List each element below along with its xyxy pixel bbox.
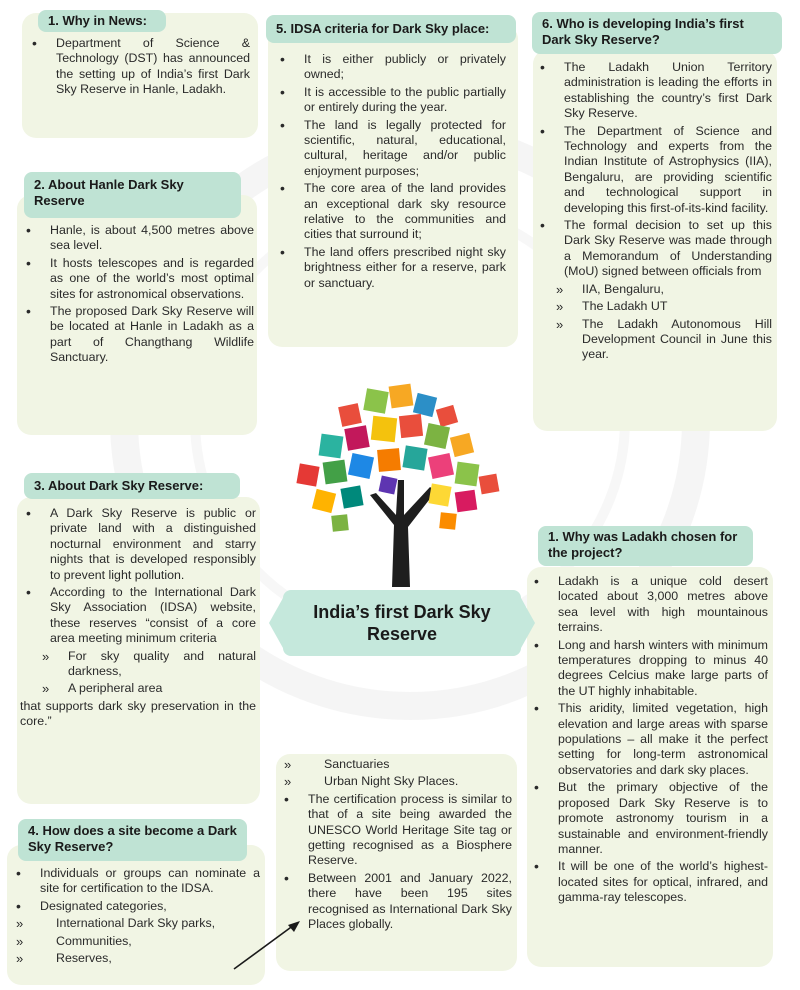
sub-list-item: » International Dark Sky parks, <box>10 916 260 931</box>
content-continued <box>278 757 512 934</box>
sub-list-item: » Reserves, <box>10 951 260 966</box>
list-item: • The certification process is similar to that of a site being awarded the UNESCO World Heritage Site tag or getting recognised as a Biosphere Reserve. <box>278 792 512 869</box>
list-item: • A Dark Sky Reserve is public or private land with a distinguished nocturnal environment and starry nights that is developed responsibly to prevent light pollution. <box>20 506 256 583</box>
list-item: • Individuals or groups can nominate a site for certification to the IDSA. <box>10 866 260 897</box>
sub-list-item: » Communities, <box>10 934 260 949</box>
header-about-hanle: 2. About Hanle Dark Sky Reserve <box>24 172 241 218</box>
list-item: • The land offers prescribed night sky brightness either for a reserve, park or sanctuary. <box>274 245 506 291</box>
list-item: • Between 2001 and January 2022, there have been 195 sites recognised as International Dark Sky Places globally. <box>278 871 512 933</box>
list-item: • But the primary objective of the proposed Dark Sky Reserve is to promote astronomy tourism in a sustainable and environment-friendly manner. <box>528 780 768 857</box>
list-item: • The Department of Science and Technology and experts from the Indian Institute of Astrophysics (IIA), Bengaluru, are providing scientific and technological support in developing this first-of-its-kind facility. <box>534 124 772 216</box>
list-item: • It is accessible to the public partially or entirely during the year. <box>274 85 506 116</box>
list-item: • Long and harsh winters with minimum temperatures dropping to minus 40 degrees Celcius make large parts of the UT highly inhabitable. <box>528 638 768 700</box>
header-why-in-news: 1. Why in News: <box>38 10 166 32</box>
tree-illustration <box>280 365 520 590</box>
list-item: • The Ladakh Union Territory administration is leading the efforts in establishing the country’s first Dark Sky Reserve. <box>534 60 772 122</box>
header-why-ladakh: 1. Why was Ladakh chosen for the project? <box>538 526 753 566</box>
list-tail-text: that supports dark sky preservation in the core.” <box>20 698 256 729</box>
sub-list-item: » For sky quality and natural darkness, <box>20 649 256 680</box>
header-about-reserve: 3. About Dark Sky Reserve: <box>24 473 240 499</box>
sub-list-item: » The Ladakh Autonomous Hill Development Council in June this year. <box>534 317 772 363</box>
list-item: • Hanle, is about 4,500 metres above sea level. <box>20 223 254 254</box>
sub-list-item: » A peripheral area <box>20 681 256 696</box>
list-item: • It hosts telescopes and is regarded as one of the world’s most optimal sites for astronomical observations. <box>20 256 254 302</box>
list-item: • Ladakh is a unique cold desert located about 3,000 metres above sea level with high mountainous terrains. <box>528 574 768 636</box>
list-item: • According to the International Dark Sky Association (IDSA) website, these reserves “consist of a core area meeting minimum criteria <box>20 585 256 647</box>
list-item: • Designated categories, <box>10 899 260 914</box>
sub-list-item: » IIA, Bengaluru, <box>534 282 772 297</box>
content-why-in-news <box>26 36 250 100</box>
list-item: • This aridity, limited vegetation, high elevation and large areas with sparse populations – all make it the perfect setting for long-term astronomical observatories and dark sky places. <box>528 701 768 778</box>
header-how-site: 4. How does a site become a Dark Sky Reserve? <box>18 819 247 861</box>
pointer-arrow <box>228 915 308 975</box>
content-about-reserve <box>20 506 256 732</box>
content-idsa-criteria <box>274 52 506 293</box>
header-idsa-criteria: 5. IDSA criteria for Dark Sky place: <box>266 15 516 43</box>
content-about-hanle <box>20 223 254 368</box>
content-how-site <box>10 866 260 968</box>
content-why-ladakh <box>528 574 768 908</box>
tree-trunk <box>370 480 436 587</box>
sub-list-item: » The Ladakh UT <box>534 299 772 314</box>
list-item: • The land is legally protected for scientific, natural, educational, cultural, heritage and/or public enjoyment purposes; <box>274 118 506 180</box>
sub-list-item: » Sanctuaries <box>278 757 512 772</box>
header-who-developing: 6. Who is developing India’s first Dark Sky Reserve? <box>532 12 782 54</box>
list-item: • It is either publicly or privately owned; <box>274 52 506 83</box>
list-item: • The core area of the land provides an exceptional dark sky resource relative to the communities and cities that surround it; <box>274 181 506 243</box>
list-item: • The proposed Dark Sky Reserve will be located at Hanle in Ladakh as a part of Changthang Wildlife Sanctuary. <box>20 304 254 366</box>
list-item: • It will be one of the world’s highest-located sites for optical, infrared, and gamma-ray telescopes. <box>528 859 768 905</box>
center-title: India’s first Dark Sky Reserve <box>283 590 521 656</box>
content-who-developing <box>534 60 772 365</box>
list-item: • The formal decision to set up this Dark Sky Reserve was made through a Memorandum of Understanding (MoU) signed between officials from <box>534 218 772 280</box>
sub-list-item: » Urban Night Sky Places. <box>278 774 512 789</box>
list-item: • Department of Science & Technology (DST) has announced the setting up of India’s first Dark Sky Reserve in Hanle, Ladakh. <box>26 36 250 98</box>
